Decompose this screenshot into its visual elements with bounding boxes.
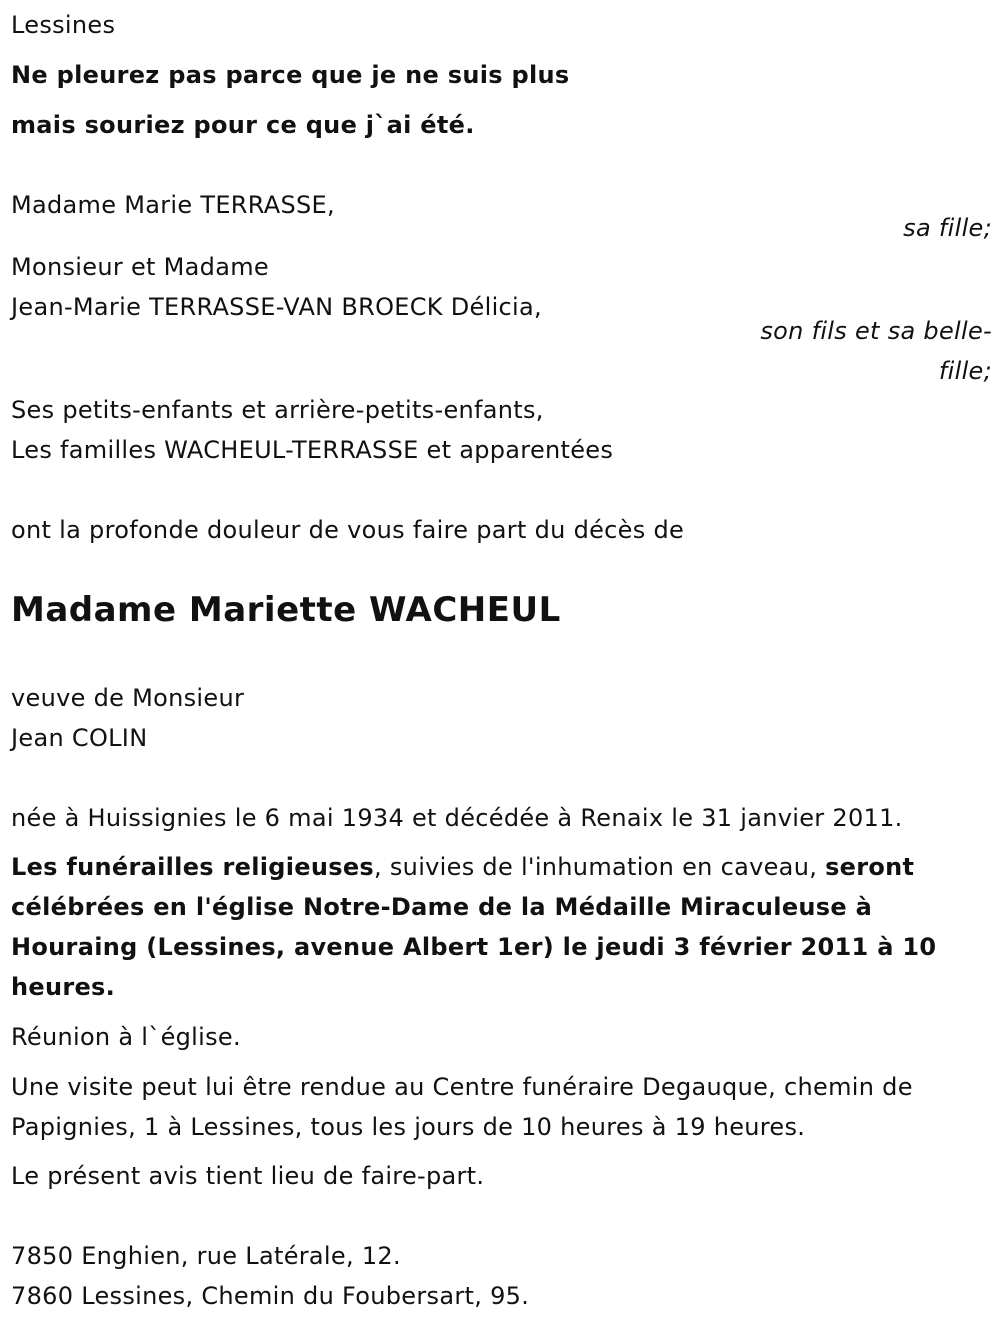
funeral-line-3: Houraing (Lessines, avenue Albert 1er) le jeudi 3 février 2011 à 10: [11, 933, 937, 961]
meeting: Réunion à l`église.: [11, 1023, 241, 1051]
address-2: 7860 Lessines, Chemin du Foubersart, 95.: [11, 1282, 530, 1310]
address-1: 7850 Enghien, rue Latérale, 12.: [11, 1242, 401, 1270]
funeral-bold-end: seront: [825, 853, 915, 881]
widow-line-2: Jean COLIN: [11, 724, 148, 752]
widow-line-1: veuve de Monsieur: [11, 684, 245, 712]
location: Lessines: [11, 11, 116, 39]
families: Les familles WACHEUL-TERRASSE et apparentées: [11, 436, 614, 464]
quote-line-2: mais souriez pour ce que j`ai été.: [11, 111, 475, 139]
funeral-normal: , suivies de l'inhumation en caveau,: [374, 853, 826, 881]
son-relation-line-2: fille;: [938, 357, 992, 385]
visit-line-1: Une visite peut lui être rendue au Centre funéraire Degauque, chemin de: [11, 1073, 913, 1101]
funeral-line-1: [11, 852, 914, 882]
grandchildren: Ses petits-enfants et arrière-petits-enfants,: [11, 396, 544, 424]
announcement: ont la profonde douleur de vous faire part du décès de: [11, 516, 685, 544]
son-line-1: Monsieur et Madame: [11, 253, 269, 281]
daughter-relation: sa fille;: [903, 214, 992, 242]
son-relation-line-1: son fils et sa belle-: [760, 317, 992, 345]
daughter-name: Madame Marie TERRASSE,: [11, 191, 335, 219]
deceased-name: Madame Mariette WACHEUL: [11, 590, 561, 630]
notice: Le présent avis tient lieu de faire-part.: [11, 1162, 485, 1190]
funeral-bold-start: Les funérailles religieuses: [11, 853, 375, 881]
dates: née à Huissignies le 6 mai 1934 et décédée à Renaix le 31 janvier 2011.: [11, 804, 903, 832]
quote-line-1: Ne pleurez pas parce que je ne suis plus: [11, 61, 570, 89]
son-line-2: Jean-Marie TERRASSE-VAN BROECK Délicia,: [11, 293, 542, 321]
funeral-line-2: célébrées en l'église Notre-Dame de la Médaille Miraculeuse à: [11, 893, 873, 921]
funeral-line-4: heures.: [11, 973, 116, 1001]
visit-line-2: Papignies, 1 à Lessines, tous les jours de 10 heures à 19 heures.: [11, 1113, 806, 1141]
